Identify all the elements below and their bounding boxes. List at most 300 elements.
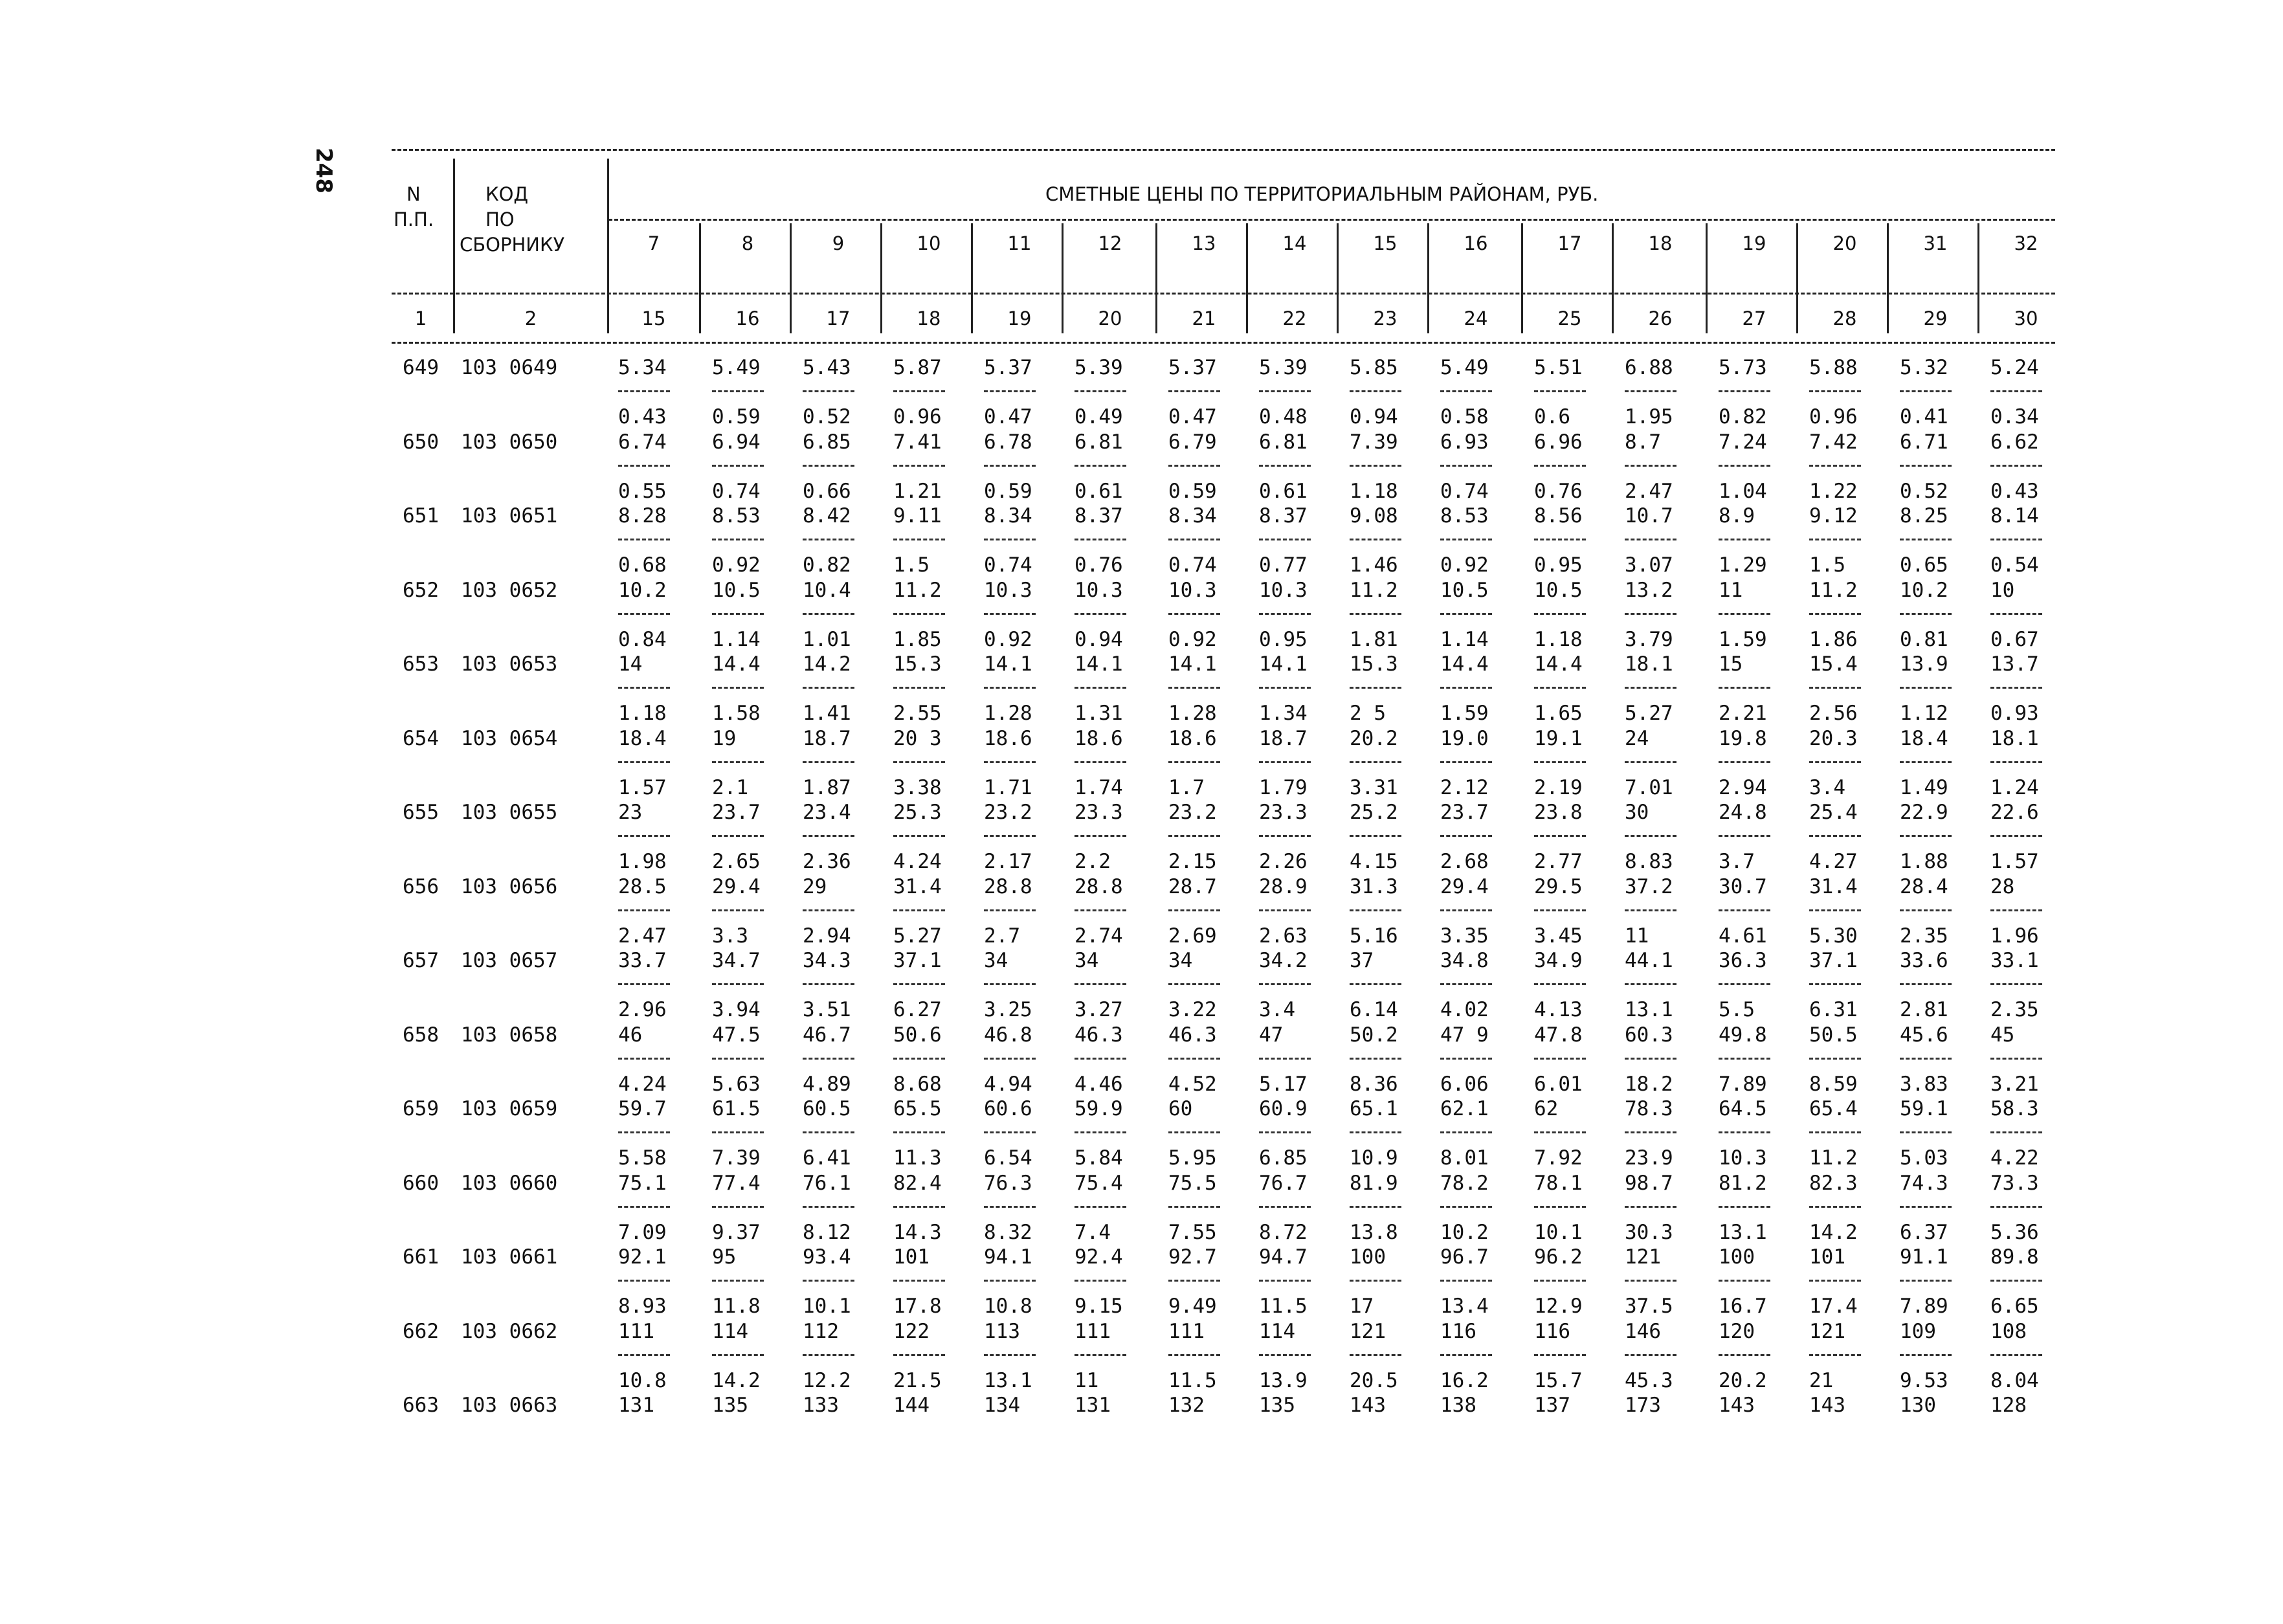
fraction-line bbox=[1990, 1058, 2042, 1060]
price-value: 5.87 bbox=[893, 356, 942, 379]
price-value: 114 bbox=[712, 1319, 748, 1343]
price-value: 36.3 bbox=[1719, 949, 1767, 972]
price-value-lower: 0.76 bbox=[1534, 479, 1583, 503]
header-n-label: П.П. bbox=[394, 208, 434, 230]
row-code: 103 0658 bbox=[461, 1023, 558, 1047]
price-value: 64.5 bbox=[1719, 1097, 1767, 1120]
price-value: 6.96 bbox=[1534, 430, 1583, 454]
price-value: 34.3 bbox=[803, 949, 851, 972]
row-number: 659 bbox=[403, 1097, 439, 1120]
price-value: 10.5 bbox=[712, 578, 761, 602]
price-value-lower: 4.24 bbox=[618, 1072, 667, 1096]
price-value-lower: 4.89 bbox=[803, 1072, 851, 1096]
row-code: 103 0660 bbox=[461, 1171, 558, 1195]
price-value-lower: 0.59 bbox=[712, 405, 761, 428]
price-value-lower: 11.8 bbox=[712, 1295, 761, 1318]
price-value: 8.14 bbox=[1990, 504, 2039, 528]
fraction-line bbox=[1990, 983, 2042, 985]
price-value: 116 bbox=[1440, 1319, 1476, 1343]
price-value: 9.12 bbox=[1809, 504, 1858, 528]
price-value: 34 bbox=[984, 949, 1008, 972]
price-value-lower: 8.93 bbox=[618, 1295, 667, 1318]
fraction-line bbox=[1719, 613, 1770, 615]
fraction-line bbox=[618, 539, 670, 540]
fraction-line bbox=[618, 1131, 670, 1133]
fraction-line bbox=[712, 835, 764, 837]
row-number: 653 bbox=[403, 652, 439, 676]
price-value: 81.9 bbox=[1350, 1171, 1398, 1195]
price-value: 37.2 bbox=[1625, 874, 1673, 898]
price-value: 82.3 bbox=[1809, 1171, 1858, 1195]
fraction-line bbox=[1075, 835, 1126, 837]
row-code: 103 0651 bbox=[461, 504, 558, 528]
price-value-lower: 10.1 bbox=[1534, 1220, 1583, 1244]
price-value: 8.34 bbox=[984, 504, 1032, 528]
fraction-line bbox=[893, 465, 945, 467]
price-value: 114 bbox=[1259, 1319, 1295, 1343]
fraction-line bbox=[1534, 613, 1586, 615]
price-value: 19.0 bbox=[1440, 726, 1489, 750]
price-value-lower: 2.68 bbox=[1440, 850, 1489, 873]
fraction-line bbox=[1534, 909, 1586, 911]
fraction-line bbox=[803, 1131, 854, 1133]
fraction-line bbox=[1534, 1206, 1586, 1208]
price-value: 137 bbox=[1534, 1394, 1570, 1417]
price-value: 22.6 bbox=[1990, 801, 2039, 824]
price-value: 8.42 bbox=[803, 504, 851, 528]
price-value-lower: 21.5 bbox=[893, 1368, 942, 1392]
district-number: 11 bbox=[1007, 232, 1032, 254]
fraction-line bbox=[893, 983, 945, 985]
fraction-line bbox=[1534, 983, 1586, 985]
fraction-line bbox=[1168, 761, 1220, 763]
fraction-line bbox=[893, 1280, 945, 1282]
price-value-lower: 10.1 bbox=[803, 1295, 851, 1318]
price-value: 9.11 bbox=[893, 504, 942, 528]
row-code: 103 0656 bbox=[461, 874, 558, 898]
price-value: 23.3 bbox=[1259, 801, 1308, 824]
fraction-line bbox=[1259, 761, 1311, 763]
column-divider bbox=[1521, 223, 1523, 333]
fraction-line bbox=[1809, 539, 1861, 540]
fraction-line bbox=[984, 687, 1036, 689]
price-value-lower: 0.59 bbox=[1168, 479, 1217, 503]
fraction-line bbox=[1719, 1131, 1770, 1133]
column-number: 30 bbox=[2014, 307, 2038, 329]
price-value: 74.3 bbox=[1900, 1171, 1948, 1195]
price-value-lower: 2.77 bbox=[1534, 850, 1583, 873]
price-value: 11.2 bbox=[1809, 578, 1858, 602]
price-value-lower: 13.9 bbox=[1259, 1368, 1308, 1392]
fraction-line bbox=[1168, 539, 1220, 540]
row-code: 103 0653 bbox=[461, 652, 558, 676]
price-value: 11 bbox=[1719, 578, 1743, 602]
fraction-line bbox=[984, 1354, 1036, 1356]
fraction-line bbox=[1809, 1354, 1861, 1356]
price-value-lower: 4.24 bbox=[893, 850, 942, 873]
fraction-line bbox=[1259, 1131, 1311, 1133]
price-value-lower: 0.59 bbox=[984, 479, 1032, 503]
price-value-lower: 1.01 bbox=[803, 627, 851, 651]
fraction-line bbox=[1625, 1206, 1676, 1208]
price-value: 6.85 bbox=[803, 430, 851, 454]
price-value-lower: 13.8 bbox=[1350, 1220, 1398, 1244]
fraction-line bbox=[893, 390, 945, 392]
price-value: 111 bbox=[618, 1319, 654, 1343]
district-number: 12 bbox=[1098, 232, 1122, 254]
price-value: 10.3 bbox=[1259, 578, 1308, 602]
price-value: 45.6 bbox=[1900, 1023, 1948, 1047]
fraction-line bbox=[1719, 1280, 1770, 1282]
fraction-line bbox=[1809, 1280, 1861, 1282]
column-number: 26 bbox=[1648, 307, 1673, 329]
price-value: 34.9 bbox=[1534, 949, 1583, 972]
price-value-lower: 0.67 bbox=[1990, 627, 2039, 651]
price-value: 25.3 bbox=[893, 801, 942, 824]
fraction-line bbox=[1900, 465, 1952, 467]
price-value: 10.5 bbox=[1440, 578, 1489, 602]
price-value: 37.1 bbox=[1809, 949, 1858, 972]
row-code: 103 0661 bbox=[461, 1245, 558, 1269]
fraction-line bbox=[1075, 1280, 1126, 1282]
price-value-lower: 4.15 bbox=[1350, 850, 1398, 873]
district-number: 32 bbox=[2014, 232, 2038, 254]
price-value-lower: 1.28 bbox=[984, 702, 1032, 725]
price-value: 92.4 bbox=[1075, 1245, 1123, 1269]
fraction-line bbox=[893, 1058, 945, 1060]
fraction-line bbox=[803, 761, 854, 763]
fraction-line bbox=[984, 1280, 1036, 1282]
price-value: 6.93 bbox=[1440, 430, 1489, 454]
fraction-line bbox=[1719, 983, 1770, 985]
price-value: 50.5 bbox=[1809, 1023, 1858, 1047]
fraction-line bbox=[1350, 983, 1401, 985]
fraction-line bbox=[1350, 613, 1401, 615]
fraction-line bbox=[1440, 835, 1492, 837]
price-value-lower: 2 5 bbox=[1350, 702, 1386, 725]
price-value-lower: 17.4 bbox=[1809, 1295, 1858, 1318]
price-value: 46.3 bbox=[1075, 1023, 1123, 1047]
price-value-lower: 1.31 bbox=[1075, 702, 1123, 725]
price-value: 23.7 bbox=[712, 801, 761, 824]
fraction-line bbox=[1075, 613, 1126, 615]
fraction-line bbox=[618, 909, 670, 911]
fraction-line bbox=[618, 465, 670, 467]
price-value-lower: 3.35 bbox=[1440, 924, 1489, 948]
fraction-line bbox=[712, 761, 764, 763]
price-value: 5.39 bbox=[1259, 356, 1308, 379]
fraction-line bbox=[1350, 687, 1401, 689]
header-rule bbox=[392, 149, 2055, 151]
price-value: 10 bbox=[1990, 578, 2015, 602]
fraction-line bbox=[1440, 613, 1492, 615]
price-value: 10.3 bbox=[984, 578, 1032, 602]
row-number: 657 bbox=[403, 949, 439, 972]
price-value: 76.3 bbox=[984, 1171, 1032, 1195]
fraction-line bbox=[1900, 613, 1952, 615]
fraction-line bbox=[803, 1354, 854, 1356]
fraction-line bbox=[1625, 909, 1676, 911]
column-divider bbox=[699, 223, 701, 333]
price-value: 10.4 bbox=[803, 578, 851, 602]
price-value-lower: 0.82 bbox=[803, 553, 851, 577]
price-value-lower: 1.49 bbox=[1900, 775, 1948, 799]
price-value: 75.4 bbox=[1075, 1171, 1123, 1195]
price-value: 13.9 bbox=[1900, 652, 1948, 676]
price-value: 24 bbox=[1625, 726, 1649, 750]
price-value-lower: 37.5 bbox=[1625, 1295, 1673, 1318]
price-value-lower: 0.76 bbox=[1075, 553, 1123, 577]
fraction-line bbox=[1440, 1058, 1492, 1060]
price-value-lower: 0.96 bbox=[893, 405, 942, 428]
fraction-line bbox=[1719, 1058, 1770, 1060]
price-value-lower: 0.43 bbox=[1990, 479, 2039, 503]
fraction-line bbox=[1440, 1131, 1492, 1133]
price-value: 20 3 bbox=[893, 726, 942, 750]
fraction-line bbox=[712, 1131, 764, 1133]
price-value: 18.6 bbox=[984, 726, 1032, 750]
fraction-line bbox=[803, 539, 854, 540]
price-value-lower: 7.92 bbox=[1534, 1146, 1583, 1170]
fraction-line bbox=[984, 1058, 1036, 1060]
price-value: 6.74 bbox=[618, 430, 667, 454]
price-value: 8.53 bbox=[1440, 504, 1489, 528]
price-value-lower: 2.19 bbox=[1534, 775, 1583, 799]
price-value-lower: 2.35 bbox=[1990, 998, 2039, 1021]
fraction-line bbox=[618, 983, 670, 985]
price-value: 5.37 bbox=[1168, 356, 1217, 379]
price-value: 111 bbox=[1075, 1319, 1111, 1343]
price-value-lower: 5.5 bbox=[1719, 998, 1755, 1021]
price-value: 5.49 bbox=[1440, 356, 1489, 379]
price-value-lower: 0.6 bbox=[1534, 405, 1570, 428]
row-number: 656 bbox=[403, 874, 439, 898]
fraction-line bbox=[1990, 613, 2042, 615]
price-value: 10.3 bbox=[1075, 578, 1123, 602]
fraction-line bbox=[803, 1280, 854, 1282]
price-value-lower: 10.8 bbox=[618, 1368, 667, 1392]
fraction-line bbox=[618, 1354, 670, 1356]
price-value: 6.78 bbox=[984, 430, 1032, 454]
fraction-line bbox=[984, 1131, 1036, 1133]
price-value: 25.4 bbox=[1809, 801, 1858, 824]
price-value-lower: 1.87 bbox=[803, 775, 851, 799]
fraction-line bbox=[1625, 1131, 1676, 1133]
column-number: 2 bbox=[524, 307, 537, 329]
price-value: 6.62 bbox=[1990, 430, 2039, 454]
price-value: 8.56 bbox=[1534, 504, 1583, 528]
fraction-line bbox=[1075, 1131, 1126, 1133]
fraction-line bbox=[1440, 983, 1492, 985]
price-value: 8.25 bbox=[1900, 504, 1948, 528]
price-value-lower: 0.55 bbox=[618, 479, 667, 503]
price-value: 121 bbox=[1625, 1245, 1661, 1269]
fraction-line bbox=[1900, 1058, 1952, 1060]
fraction-line bbox=[1719, 1206, 1770, 1208]
header-rule bbox=[608, 219, 2055, 221]
fraction-line bbox=[1534, 1280, 1586, 1282]
price-value: 73.3 bbox=[1990, 1171, 2039, 1195]
price-value: 18.7 bbox=[1259, 726, 1308, 750]
fraction-line bbox=[1168, 1354, 1220, 1356]
price-value: 5.73 bbox=[1719, 356, 1767, 379]
fraction-line bbox=[1625, 1058, 1676, 1060]
fraction-line bbox=[712, 687, 764, 689]
price-value-lower: 0.66 bbox=[803, 479, 851, 503]
header-rule bbox=[392, 293, 2055, 295]
price-value: 146 bbox=[1625, 1319, 1661, 1343]
price-value-lower: 3.38 bbox=[893, 775, 942, 799]
row-code: 103 0649 bbox=[461, 356, 558, 379]
price-value-lower: 1.95 bbox=[1625, 405, 1673, 428]
price-value: 47.8 bbox=[1534, 1023, 1583, 1047]
price-value: 96.7 bbox=[1440, 1245, 1489, 1269]
price-value: 46.8 bbox=[984, 1023, 1032, 1047]
price-value: 10.2 bbox=[618, 578, 667, 602]
price-value: 29.5 bbox=[1534, 874, 1583, 898]
price-value: 94.1 bbox=[984, 1245, 1032, 1269]
price-value: 14.1 bbox=[1259, 652, 1308, 676]
price-value-lower: 2.55 bbox=[893, 702, 942, 725]
fraction-line bbox=[1259, 390, 1311, 392]
price-value: 62.1 bbox=[1440, 1097, 1489, 1120]
price-value: 28.4 bbox=[1900, 874, 1948, 898]
price-value-lower: 6.54 bbox=[984, 1146, 1032, 1170]
price-value: 6.81 bbox=[1259, 430, 1308, 454]
fraction-line bbox=[1900, 1280, 1952, 1282]
district-number: 31 bbox=[1923, 232, 1948, 254]
fraction-line bbox=[1809, 1131, 1861, 1133]
price-value: 121 bbox=[1350, 1319, 1386, 1343]
price-value-lower: 2.96 bbox=[618, 998, 667, 1021]
price-value: 10.3 bbox=[1168, 578, 1217, 602]
fraction-line bbox=[1809, 390, 1861, 392]
price-value: 5.32 bbox=[1900, 356, 1948, 379]
price-value: 50.2 bbox=[1350, 1023, 1398, 1047]
price-value: 18.4 bbox=[618, 726, 667, 750]
price-value-lower: 6.27 bbox=[893, 998, 942, 1021]
fraction-line bbox=[712, 539, 764, 540]
fraction-line bbox=[1534, 835, 1586, 837]
fraction-line bbox=[1075, 465, 1126, 467]
fraction-line bbox=[1440, 1206, 1492, 1208]
price-value: 31.3 bbox=[1350, 874, 1398, 898]
fraction-line bbox=[1625, 983, 1676, 985]
price-value-lower: 0.74 bbox=[984, 553, 1032, 577]
fraction-line bbox=[1809, 465, 1861, 467]
column-number: 18 bbox=[917, 307, 941, 329]
price-value: 14.1 bbox=[1075, 652, 1123, 676]
price-value-lower: 1.96 bbox=[1990, 924, 2039, 948]
fraction-line bbox=[1990, 1131, 2042, 1133]
price-value: 6.79 bbox=[1168, 430, 1217, 454]
row-code: 103 0662 bbox=[461, 1319, 558, 1343]
price-value: 47.5 bbox=[712, 1023, 761, 1047]
price-value: 60.6 bbox=[984, 1097, 1032, 1120]
price-value-lower: 8.12 bbox=[803, 1220, 851, 1244]
price-value-lower: 6.14 bbox=[1350, 998, 1398, 1021]
price-value: 135 bbox=[712, 1394, 748, 1417]
fraction-line bbox=[1075, 909, 1126, 911]
price-value: 14.4 bbox=[1440, 652, 1489, 676]
price-value: 5.37 bbox=[984, 356, 1032, 379]
price-value-lower: 14.2 bbox=[1809, 1220, 1858, 1244]
fraction-line bbox=[1168, 1058, 1220, 1060]
fraction-line bbox=[1168, 835, 1220, 837]
price-value-lower: 1.86 bbox=[1809, 627, 1858, 651]
price-value: 31.4 bbox=[1809, 874, 1858, 898]
price-value-lower: 11.2 bbox=[1809, 1146, 1858, 1170]
price-value: 8.37 bbox=[1259, 504, 1308, 528]
price-value-lower: 5.27 bbox=[893, 924, 942, 948]
fraction-line bbox=[618, 1280, 670, 1282]
price-value: 81.2 bbox=[1719, 1171, 1767, 1195]
column-number: 28 bbox=[1832, 307, 1857, 329]
price-value-lower: 10.8 bbox=[984, 1295, 1032, 1318]
price-value: 34.7 bbox=[712, 949, 761, 972]
price-value: 143 bbox=[1350, 1394, 1386, 1417]
fraction-line bbox=[1990, 909, 2042, 911]
fraction-line bbox=[1168, 1131, 1220, 1133]
price-value-lower: 7.09 bbox=[618, 1220, 667, 1244]
price-value: 15 bbox=[1719, 652, 1743, 676]
price-value-lower: 9.15 bbox=[1075, 1295, 1123, 1318]
fraction-line bbox=[1625, 687, 1676, 689]
price-value-lower: 6.31 bbox=[1809, 998, 1858, 1021]
price-value: 14.2 bbox=[803, 652, 851, 676]
price-value-lower: 4.61 bbox=[1719, 924, 1767, 948]
fraction-line bbox=[1990, 835, 2042, 837]
price-value: 37 bbox=[1350, 949, 1374, 972]
column-number: 1 bbox=[414, 307, 427, 329]
price-value-lower: 3.25 bbox=[984, 998, 1032, 1021]
fraction-line bbox=[984, 835, 1036, 837]
price-value-lower: 0.61 bbox=[1075, 479, 1123, 503]
price-value-lower: 23.9 bbox=[1625, 1146, 1673, 1170]
price-value: 46.7 bbox=[803, 1023, 851, 1047]
row-code: 103 0655 bbox=[461, 801, 558, 824]
fraction-line bbox=[1990, 390, 2042, 392]
price-value-lower: 1.59 bbox=[1719, 627, 1767, 651]
price-value: 50.6 bbox=[893, 1023, 942, 1047]
column-number: 16 bbox=[735, 307, 760, 329]
price-value: 23.2 bbox=[1168, 801, 1217, 824]
price-value-lower: 0.82 bbox=[1719, 405, 1767, 428]
price-value-lower: 6.37 bbox=[1900, 1220, 1948, 1244]
price-value-lower: 0.74 bbox=[1440, 479, 1489, 503]
column-number: 21 bbox=[1192, 307, 1216, 329]
price-value-lower: 1.28 bbox=[1168, 702, 1217, 725]
price-value-lower: 0.52 bbox=[803, 405, 851, 428]
price-value-lower: 2.35 bbox=[1900, 924, 1948, 948]
price-value-lower: 8.59 bbox=[1809, 1072, 1858, 1096]
price-value: 143 bbox=[1809, 1394, 1845, 1417]
price-value-lower: 18.2 bbox=[1625, 1072, 1673, 1096]
fraction-line bbox=[1259, 909, 1311, 911]
price-value: 10.2 bbox=[1900, 578, 1948, 602]
price-value-lower: 14.3 bbox=[893, 1220, 942, 1244]
price-value-lower: 5.58 bbox=[618, 1146, 667, 1170]
price-value: 112 bbox=[803, 1319, 839, 1343]
fraction-line bbox=[1440, 687, 1492, 689]
price-value: 60.9 bbox=[1259, 1097, 1308, 1120]
price-value: 13.7 bbox=[1990, 652, 2039, 676]
price-value-lower: 1.57 bbox=[618, 775, 667, 799]
price-value: 5.49 bbox=[712, 356, 761, 379]
price-value-lower: 0.95 bbox=[1259, 627, 1308, 651]
price-value-lower: 0.96 bbox=[1809, 405, 1858, 428]
price-value-lower: 1.58 bbox=[712, 702, 761, 725]
